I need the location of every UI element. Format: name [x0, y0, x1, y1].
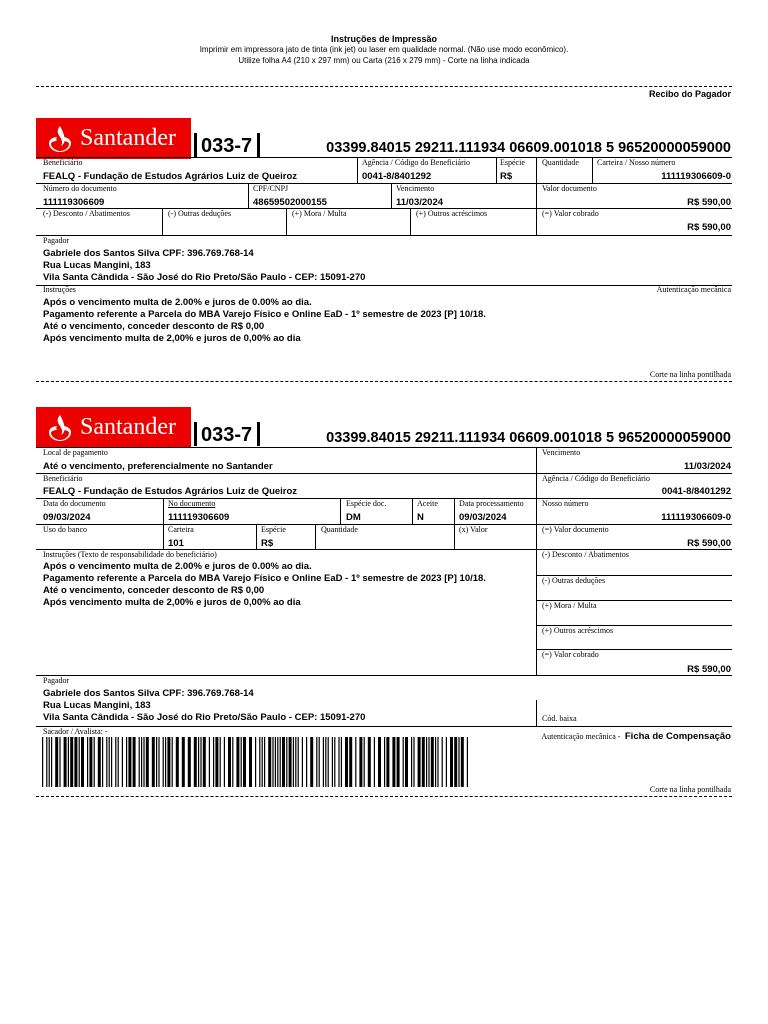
barcode-bar: [323, 737, 324, 787]
barcode-bar: [418, 737, 421, 787]
barcode-bar: [46, 737, 47, 787]
rule: [286, 208, 287, 235]
barcode-bar: [49, 737, 50, 787]
barcode-bar: [374, 737, 375, 787]
label-no-documento: No documento: [168, 499, 216, 508]
barcode-bar: [349, 737, 352, 787]
label-outras-deducoes: (-) Outras deduções: [168, 209, 232, 218]
barcode-bar: [422, 737, 425, 787]
rule: [315, 524, 316, 549]
rule: [592, 157, 593, 183]
value-valor-cobrado: R$ 590,00: [687, 664, 731, 675]
pagador-line-3: Vila Santa Cândida - São José do Rio Preto/São Paulo - CEP: 15091-270: [43, 272, 366, 283]
label-outros-acrescimos: (+) Outros acréscimos: [542, 626, 614, 635]
label-nosso-numero: Nosso número: [542, 499, 589, 508]
barcode-bar: [209, 737, 210, 787]
santander-flame-icon: [48, 414, 72, 442]
barcode-bar: [59, 737, 60, 787]
barcode-bar: [109, 737, 110, 787]
label-cod-baixa: Cód. baixa: [542, 714, 577, 723]
barcode-bar: [458, 737, 459, 787]
barcode-bar: [172, 737, 173, 787]
bank-code: 033-7: [201, 135, 253, 157]
pagador-line-1: Gabriele dos Santos Silva CPF: 396.769.768-14: [43, 688, 254, 699]
label-numero-documento: Número do documento: [43, 184, 117, 193]
barcode-bar: [146, 737, 149, 787]
rule: [454, 498, 455, 549]
value-beneficiario: FEALQ - Fundação de Estudos Agrários Luiz de Queiroz: [43, 486, 298, 497]
barcode-bar: [345, 737, 348, 787]
rule: [36, 208, 732, 209]
barcode-bar: [467, 737, 468, 787]
value-valor-cobrado: R$ 590,00: [687, 222, 731, 233]
barcode-bar: [94, 737, 95, 787]
label-beneficiario: Beneficiário: [43, 474, 83, 483]
barcode-bar: [224, 737, 225, 787]
santander-logo: [36, 118, 191, 159]
barcode-bar: [295, 737, 296, 787]
instruction-line-4: Após vencimento multa de 2,00% e juros de 0,00% ao dia: [43, 597, 301, 608]
barcode-bar: [165, 737, 166, 787]
barcode-bar: [126, 737, 127, 787]
receipt-title: Recibo do Pagador: [648, 89, 731, 99]
barcode-bar: [87, 737, 88, 787]
barcode-bar: [431, 737, 434, 787]
digitable-line: 03399.84015 29211.111934 06609.001018 5 96520000059000: [326, 430, 731, 446]
label-pagador: Pagador: [43, 676, 70, 685]
barcode-bar: [213, 737, 214, 787]
rule: [36, 235, 732, 236]
barcode-bar: [236, 737, 239, 787]
rule: [36, 675, 732, 676]
value-nosso-numero: 111119306609-0: [661, 171, 731, 182]
label-uso-banco: Uso do banco: [43, 525, 87, 534]
rule: [536, 447, 537, 675]
value-vencimento: 11/03/2024: [396, 197, 444, 208]
label-valor-cobrado: (=) Valor cobrado: [542, 650, 599, 659]
label-mora-multa: (+) Mora / Multa: [292, 209, 347, 218]
barcode-bar: [328, 737, 329, 787]
barcode-bar: [139, 737, 140, 787]
barcode-bar: [428, 737, 429, 787]
barcode-bar: [268, 737, 271, 787]
barcode-bar: [98, 737, 101, 787]
barcode-bar: [64, 737, 67, 787]
barcode-bar: [167, 737, 170, 787]
rule: [256, 524, 257, 549]
rule: [410, 208, 411, 235]
bank-code: 033-7: [201, 424, 253, 446]
digitable-line: 03399.84015 29211.111934 06609.001018 5 96520000059000: [326, 140, 731, 156]
value-data-documento: 09/03/2024: [43, 512, 91, 523]
barcode-bar: [454, 737, 457, 787]
barcode-bar: [241, 737, 242, 787]
label-autenticacao: Autenticação mecânica: [656, 285, 731, 294]
print-instructions-title: Instruções de Impressão: [330, 34, 438, 44]
barcode-bar: [386, 737, 389, 787]
label-valor-documento: Valor documento: [542, 184, 597, 193]
rule: [536, 700, 537, 726]
rule: [248, 183, 249, 208]
barcode-bar: [411, 737, 412, 787]
barcode-bar: [392, 737, 395, 787]
instruction-line-1: Após o vencimento multa de 2.00% e juros de 0.00% ao dia.: [43, 297, 312, 308]
value-valor-documento: R$ 590,00: [687, 197, 731, 208]
cut-line-label: Corte na linha pontilhada: [649, 370, 731, 379]
label-especie-doc: Espécie doc.: [346, 499, 387, 508]
value-nosso-numero: 111119306609-0: [661, 512, 731, 523]
print-instructions-line-2: Utilize folha A4 (210 x 297 mm) ou Carta (216 x 279 mm) - Corte na linha indicada: [238, 56, 530, 65]
cut-line-label: Corte na linha pontilhada: [649, 785, 731, 794]
barcode-bar: [106, 737, 107, 787]
rule: [36, 285, 732, 286]
bank-code-bar-left: [194, 133, 197, 157]
barcode-bar: [275, 737, 276, 787]
barcode: [42, 737, 470, 787]
barcode-bar: [282, 737, 285, 787]
bank-code-bar-left: [194, 422, 197, 446]
label-especie: Espécie: [500, 158, 525, 167]
label-data-documento: Data do documento: [43, 499, 106, 508]
label-autenticacao: Autenticação mecânica -: [541, 732, 621, 741]
rule: [163, 498, 164, 549]
barcode-bar: [341, 737, 342, 787]
value-valor-documento: R$ 590,00: [687, 538, 731, 549]
label-especie: Espécie: [261, 525, 286, 534]
barcode-bar: [194, 737, 197, 787]
value-agencia-codigo: 0041-8/8401292: [661, 486, 731, 497]
barcode-bar: [68, 737, 69, 787]
barcode-bar: [355, 737, 356, 787]
barcode-bar: [364, 737, 365, 787]
barcode-bar: [286, 737, 287, 787]
barcode-bar: [128, 737, 131, 787]
rule: [36, 447, 732, 448]
ficha-compensacao-title: Ficha de Compensação: [624, 731, 731, 742]
cut-line: [36, 86, 732, 87]
rule: [391, 183, 392, 208]
barcode-bar: [293, 737, 294, 787]
brand-name: Santander: [80, 125, 176, 151]
label-valor-documento: (=) Valor documento: [542, 525, 609, 534]
label-instrucoes: Instruções (Texto de responsabilidade do beneficiário): [43, 550, 217, 559]
barcode-bar: [255, 737, 256, 787]
barcode-bar: [163, 737, 164, 787]
barcode-bar: [306, 737, 307, 787]
barcode-bar: [403, 737, 404, 787]
barcode-bar: [228, 737, 231, 787]
barcode-bar: [74, 737, 77, 787]
label-data-processamento: Data processamento: [459, 499, 524, 508]
barcode-bar: [176, 737, 179, 787]
barcode-bar: [435, 737, 436, 787]
barcode-bar: [298, 737, 299, 787]
instruction-line-4: Após vencimento multa de 2,00% e juros de 0,00% ao dia: [43, 333, 301, 344]
instruction-line-3: Até o vencimento, conceder desconto de R$ 0,00: [43, 585, 265, 596]
label-carteira-nosso-numero: Carteira / Nosso número: [597, 158, 676, 167]
barcode-bar: [259, 737, 260, 787]
rule: [36, 183, 732, 184]
barcode-bar: [243, 737, 246, 787]
barcode-bar: [200, 737, 201, 787]
label-beneficiario: Beneficiário: [43, 158, 83, 167]
rule: [412, 498, 413, 524]
barcode-bar: [79, 737, 80, 787]
rule: [536, 157, 537, 235]
value-numero-documento: 111119306609: [43, 197, 105, 208]
label-carteira: Carteira: [168, 525, 194, 534]
barcode-bar: [450, 737, 453, 787]
barcode-bar: [405, 737, 408, 787]
barcode-bar: [182, 737, 185, 787]
label-sacador-avalista: Sacador / Avalista: -: [43, 727, 108, 736]
cut-line: [36, 796, 732, 797]
label-quantidade: Quantidade: [321, 525, 358, 534]
barcode-bar: [325, 737, 326, 787]
barcode-bar: [359, 737, 362, 787]
value-data-processamento: 09/03/2024: [459, 512, 507, 523]
barcode-bar: [51, 737, 52, 787]
value-especie-doc: DM: [346, 512, 361, 523]
pagador-line-1: Gabriele dos Santos Silva CPF: 396.769.768-14: [43, 248, 254, 259]
rule: [496, 157, 497, 183]
label-vencimento: Vencimento: [542, 448, 581, 457]
label-cpf-cnpj: CPF/CNPJ: [253, 184, 289, 193]
value-local-pagamento: Até o vencimento, preferencialmente no Santander: [43, 461, 273, 472]
barcode-bar: [378, 737, 381, 787]
barcode-bar: [220, 737, 221, 787]
barcode-bar: [302, 737, 303, 787]
value-beneficiario: FEALQ - Fundação de Estudos Agrários Luiz de Queiroz: [43, 171, 298, 182]
santander-logo: [36, 407, 191, 448]
barcode-bar: [158, 737, 159, 787]
cut-line: [36, 381, 732, 382]
barcode-bar: [156, 737, 157, 787]
barcode-bar: [262, 737, 263, 787]
barcode-bar: [70, 737, 73, 787]
barcode-bar: [280, 737, 281, 787]
value-especie: R$: [261, 538, 274, 549]
instruction-line-1: Após o vencimento multa de 2.00% e juros de 0.00% ao dia.: [43, 561, 312, 572]
instruction-line-2: Pagamento referente a Parcela do MBA Varejo Físico e Online EaD - 1º semestre de 2023 [P] 10/18.: [43, 573, 486, 584]
barcode-bar: [118, 737, 119, 787]
santander-flame-icon: [48, 125, 72, 153]
label-pagador: Pagador: [43, 236, 70, 245]
barcode-bar: [122, 737, 123, 787]
barcode-bar: [42, 737, 43, 787]
label-desconto: (-) Desconto / Abatimentos: [542, 550, 629, 559]
barcode-bar: [384, 737, 385, 787]
barcode-bar: [332, 737, 333, 787]
ficha-compensacao-header: [541, 726, 731, 744]
barcode-bar: [264, 737, 265, 787]
barcode-bar: [437, 737, 438, 787]
barcode-bar: [249, 737, 252, 787]
bank-code-bar-right: [257, 133, 260, 157]
barcode-bar: [198, 737, 199, 787]
barcode-bar: [152, 737, 155, 787]
rule: [162, 208, 163, 235]
label-desconto: (-) Desconto / Abatimentos: [43, 209, 130, 218]
instruction-line-2: Pagamento referente a Parcela do MBA Varejo Físico e Online EaD - 1º semestre de 2023 [P] 10/18.: [43, 309, 486, 320]
barcode-bar: [442, 737, 443, 787]
bank-code-bar-right: [257, 422, 260, 446]
print-instructions-line-1: Imprimir em impressora jato de tinta (ink jet) ou laser em qualidade normal. (Não use modo econômico).: [199, 45, 569, 54]
rule: [357, 157, 358, 183]
pagador-line-2: Rua Lucas Mangini, 183: [43, 700, 151, 711]
label-instrucoes: Instruções: [43, 285, 76, 294]
label-x-valor: (x) Valor: [459, 525, 488, 534]
barcode-bar: [277, 737, 278, 787]
barcode-bar: [272, 737, 273, 787]
barcode-bar: [143, 737, 144, 787]
label-outras-deducoes: (-) Outras deduções: [542, 576, 606, 585]
barcode-bar: [413, 737, 414, 787]
value-especie: R$: [500, 171, 513, 182]
brand-name: Santander: [80, 414, 176, 440]
value-no-documento: 111119306609: [168, 512, 230, 523]
instruction-line-3: Até o vencimento, conceder desconto de R$ 0,00: [43, 321, 265, 332]
label-outros-acrescimos: (+) Outros acréscimos: [416, 209, 488, 218]
rule: [340, 498, 341, 524]
label-local-pagamento: Local de pagamento: [43, 448, 108, 457]
barcode-bar: [203, 737, 206, 787]
barcode-bar: [232, 737, 233, 787]
value-aceite: N: [417, 512, 424, 523]
label-aceite: Aceite: [417, 499, 438, 508]
barcode-bar: [368, 737, 371, 787]
barcode-bar: [215, 737, 218, 787]
label-valor-cobrado: (=) Valor cobrado: [542, 209, 599, 218]
barcode-bar: [338, 737, 339, 787]
barcode-bar: [426, 737, 427, 787]
barcode-bar: [133, 737, 136, 787]
barcode-bar: [316, 737, 317, 787]
label-mora-multa: (+) Mora / Multa: [542, 601, 597, 610]
pagador-line-2: Rua Lucas Mangini, 183: [43, 260, 151, 271]
barcode-bar: [89, 737, 92, 787]
value-carteira: 101: [168, 538, 184, 549]
value-agencia-codigo: 0041-8/8401292: [362, 171, 432, 182]
label-agencia-codigo: Agência / Código do Beneficiário: [362, 158, 470, 167]
barcode-bar: [446, 737, 447, 787]
barcode-bar: [310, 737, 313, 787]
barcode-bar: [334, 737, 335, 787]
barcode-bar: [102, 737, 103, 787]
barcode-bar: [115, 737, 116, 787]
barcode-bar: [81, 737, 84, 787]
barcode-bar: [55, 737, 58, 787]
barcode-bar: [111, 737, 112, 787]
label-quantidade: Quantidade: [542, 158, 579, 167]
barcode-bar: [461, 737, 464, 787]
barcode-bar: [397, 737, 400, 787]
value-cpf-cnpj: 48659502000155: [253, 197, 327, 208]
value-vencimento: 11/03/2024: [683, 461, 731, 472]
barcode-bar: [289, 737, 292, 787]
label-vencimento: Vencimento: [396, 184, 435, 193]
barcode-bar: [141, 737, 142, 787]
label-agencia-codigo: Agência / Código do Beneficiário: [542, 474, 650, 483]
barcode-bar: [319, 737, 320, 787]
rule: [36, 524, 732, 525]
pagador-line-3: Vila Santa Cândida - São José do Rio Preto/São Paulo - CEP: 15091-270: [43, 712, 366, 723]
barcode-bar: [188, 737, 191, 787]
